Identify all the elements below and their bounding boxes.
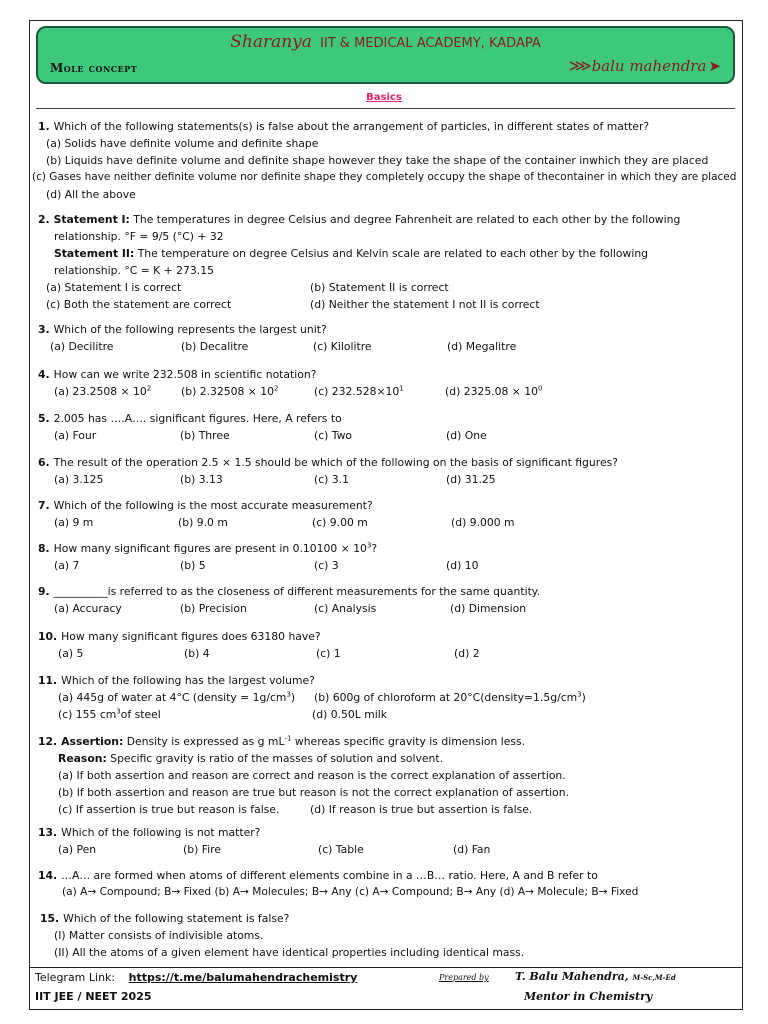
option-b: (b) Liquids have definite volume and definite shape however they take the shape of the container inwhich they are placed — [46, 154, 709, 167]
question-8: 8. How many significant figures are present in $0.10100 \times 10^3$? (a) 7 (b) 5 (c) 3 (d) 10 — [38, 541, 479, 572]
option-d: (d) Fan — [453, 843, 491, 856]
statement-i: (I) Matter consists of indivisible atoms. — [54, 929, 264, 942]
question-number: 7. — [38, 499, 50, 512]
question-13 — [38, 824, 736, 858]
question-5 — [38, 410, 736, 444]
subject-title: Mole concept — [50, 61, 138, 75]
option-c: (c) Table — [318, 843, 364, 856]
statement-2-label: Statement II: — [54, 247, 135, 260]
question-number: 3. — [38, 323, 50, 336]
option-d: (d) If reason is true but assertion is false. — [310, 803, 533, 816]
question-6 — [38, 454, 736, 488]
section-title: Basics — [366, 92, 402, 103]
question-text: Which of the following statement is false? — [63, 912, 290, 925]
question-text: Which of the following represents the largest unit? — [53, 323, 327, 336]
option-b: (b) Precision — [180, 602, 247, 615]
option-b: (b) Three — [180, 429, 230, 442]
option-c: (c) Kilolitre — [313, 340, 372, 353]
question-text: …A… are formed when atoms of different elements combine in a …B… ratio. Here, A and B refer to — [61, 869, 598, 882]
option-c: (c) 1 — [316, 647, 341, 660]
question-text: Which of the following is not matter? — [61, 826, 261, 839]
option-b: (b) Fire — [183, 843, 221, 856]
question-number: 6. — [38, 456, 50, 469]
option-b: (b) Decalitre — [181, 340, 249, 353]
option-d: (d) 2 — [454, 647, 480, 660]
option-d: (d) $2325.08 \times 10^0$ — [445, 384, 543, 398]
option-c: (c) $232.528\times 10^1$ — [314, 384, 404, 398]
question-14 — [38, 867, 736, 901]
option-b: (b) If both assertion and reason are true but reason is not the correct explanation of assertion. — [58, 786, 570, 799]
question-number: 13. — [38, 826, 58, 839]
option-d: (d) 10 — [446, 559, 479, 572]
option-d: (d) Dimension — [450, 602, 527, 615]
option-a: (a) If both assertion and reason are correct and reason is the correct explanation of assertion. — [58, 769, 566, 782]
option-c: (c) 3 — [314, 559, 339, 572]
arrow-tip-icon: ➤ — [708, 56, 721, 75]
option-d: (d) Megalitre — [447, 340, 517, 353]
question-number: 9. — [38, 585, 50, 598]
option-a: (a) 9 m — [54, 516, 94, 529]
option-c: (c) If assertion is true but reason is false. — [58, 803, 280, 816]
brand-script: Sharanya — [230, 32, 312, 52]
option-c: (c) Analysis — [314, 602, 377, 615]
option-d: (d) One — [446, 429, 487, 442]
option-c: (c) Gases have neither definite volume nor definite shape they completely occupy the shape of thecontainer in which they are placed — [32, 171, 737, 183]
option-b: (b) 600g of chloroform at $20^\circ C(density=1.5g/cm^3)$ — [314, 690, 586, 704]
author-degree: M-Sc,M-Ed — [632, 973, 676, 982]
author-arrow-logo — [569, 56, 721, 75]
arrow-feather-icon: ⋙ — [568, 56, 590, 75]
question-10 — [38, 628, 736, 662]
statement-1-label: Statement I: — [53, 213, 130, 226]
option-a: (a) 3.125 — [54, 473, 104, 486]
option-c: (c) 9.00 m — [312, 516, 368, 529]
option-c: (c) Both the statement are correct — [46, 298, 232, 311]
question-number: 2. — [38, 213, 50, 226]
statement-1-relation: relationship. °F = 9/5 (°C) + 32 — [54, 230, 224, 243]
statement-1-text: The temperatures in degree Celsius and degree Fahrenheit are related to each other by the following — [133, 213, 681, 226]
author-title: Mentor in Chemistry — [524, 990, 653, 1003]
header-banner — [36, 26, 735, 84]
option-b: (b) 4 — [184, 647, 210, 660]
question-text: Which of the following is the most accurate measurement? — [53, 499, 373, 512]
brand-text: IIT & MEDICAL ACADEMY, KADAPA — [320, 36, 541, 51]
option-a: (a) Statement I is correct — [46, 281, 182, 294]
option-a: (a) 7 — [54, 559, 80, 572]
question-text: 2.005 has ….A…. significant figures. Here, A refers to — [53, 412, 342, 425]
option-d: (d) 0.50L milk — [312, 708, 387, 721]
exam-label: IIT JEE / NEET 2025 — [35, 990, 152, 1003]
option-d: (d) All the above — [46, 188, 136, 201]
option-c: (c) 3.1 — [314, 473, 349, 486]
question-12: 12. Assertion: Density is expressed as g $mL^{-1}$ whereas specific gravity is dimension less. Reason: Specific gravity is ratio of the masses of solution and solvent. (a) If both assertion and reason are correct and reason is the correct explanation of assertion. (b) If both assertion and reason are true but reason is not the correct explanation of assertion. (c) If assertion is true but reason is false. (d) If reason is true but assertion is false. — [38, 733, 736, 818]
question-number: 4. — [38, 368, 50, 381]
question-2 — [38, 211, 736, 313]
question-7 — [38, 497, 736, 531]
question-text: Which of the following statements(s) is false about the arrangement of particles, in different states of matter? — [53, 120, 650, 133]
option-b: (b) Statement II is correct — [310, 281, 449, 294]
option-a: (a) 5 — [58, 647, 84, 660]
option-d: (d) Neither the statement I not II is correct — [310, 298, 540, 311]
statement-2-text: The temperature on degree Celsius and Kelvin scale are related to each other by the following — [137, 247, 649, 260]
question-number: 14. — [38, 869, 58, 882]
question-text: Which of the following has the largest volume? — [61, 674, 315, 687]
question-text: The result of the operation 2.5 × 1.5 should be which of the following on the basis of significant figures? — [53, 456, 618, 469]
option-b: (b) $2.32508 \times 10^2$ — [181, 384, 279, 398]
question-number: 10. — [38, 630, 58, 643]
option-a: (a) Pen — [58, 843, 97, 856]
option-d: (d) 9.000 m — [451, 516, 515, 529]
question-number: 15. — [40, 912, 60, 925]
question-11 — [38, 672, 736, 723]
question-number: 8. — [38, 542, 50, 555]
option-c: (c) Two — [314, 429, 353, 442]
question-3 — [38, 321, 736, 355]
statement-ii: (II) All the atoms of a given element have identical properties including identical mass. — [54, 946, 525, 959]
question-text: How many significant figures are present in 0.10100 × 10 — [53, 542, 367, 555]
question-number: 11. — [38, 674, 58, 687]
author-name: T. Balu Mahendra, M-Sc,M-Ed — [515, 970, 676, 983]
brand-title — [38, 32, 733, 52]
question-number: 1. — [38, 120, 50, 133]
question-number: 12. — [38, 735, 58, 748]
reason-label: Reason: — [58, 752, 107, 765]
question-number: 5. — [38, 412, 50, 425]
question-text: How can we write 232.508 in scientific notation? — [53, 368, 317, 381]
question-text: How many significant figures does 63180 have? — [61, 630, 321, 643]
statement-2-relation: relationship. °C = K + 273.15 — [54, 264, 214, 277]
option-b: (b) 5 — [180, 559, 206, 572]
section-divider — [36, 108, 735, 109]
question-1 — [32, 118, 737, 203]
question-15 — [38, 910, 736, 961]
question-9 — [38, 583, 736, 617]
options-row: (a) A→ Compound; B→ Fixed (b) A→ Molecules; B→ Any (c) A→ Compound; B→ Any (d) A→ Molecule; B→ Fixed — [62, 886, 639, 898]
prepared-by-label: Prepared by — [439, 973, 489, 982]
option-a: (a) Decilitre — [50, 340, 114, 353]
question-text: __________is referred to as the closeness of different measurements for the same quantity. — [53, 585, 541, 598]
option-a: (a) Accuracy — [54, 602, 122, 615]
telegram-label: Telegram Link: — [35, 971, 116, 984]
assertion-label: Assertion: — [61, 735, 124, 748]
option-b: (b) 9.0 m — [178, 516, 228, 529]
page-footer — [29, 967, 743, 1011]
logo-name: balu mahendra — [591, 56, 707, 75]
option-b: (b) 3.13 — [180, 473, 223, 486]
reason-text: Specific gravity is ratio of the masses of solution and solvent. — [110, 752, 444, 765]
option-a: (a) Four — [54, 429, 97, 442]
option-a: (a) $23.2508 \times 10^2$ — [54, 384, 152, 398]
option-a: (a) Solids have definite volume and definite shape — [46, 137, 319, 150]
option-d: (d) 31.25 — [446, 473, 496, 486]
question-4 — [38, 366, 736, 400]
option-a: (a) 445g of water at 4°C (density = $1g/cm^3$) — [58, 690, 296, 704]
assertion-text: Density is expressed as g mL — [126, 735, 285, 748]
option-c: (c) 155 $cm^3of$ steel — [58, 707, 161, 721]
telegram-link[interactable]: https://t.me/balumahendrachemistry — [128, 971, 358, 984]
